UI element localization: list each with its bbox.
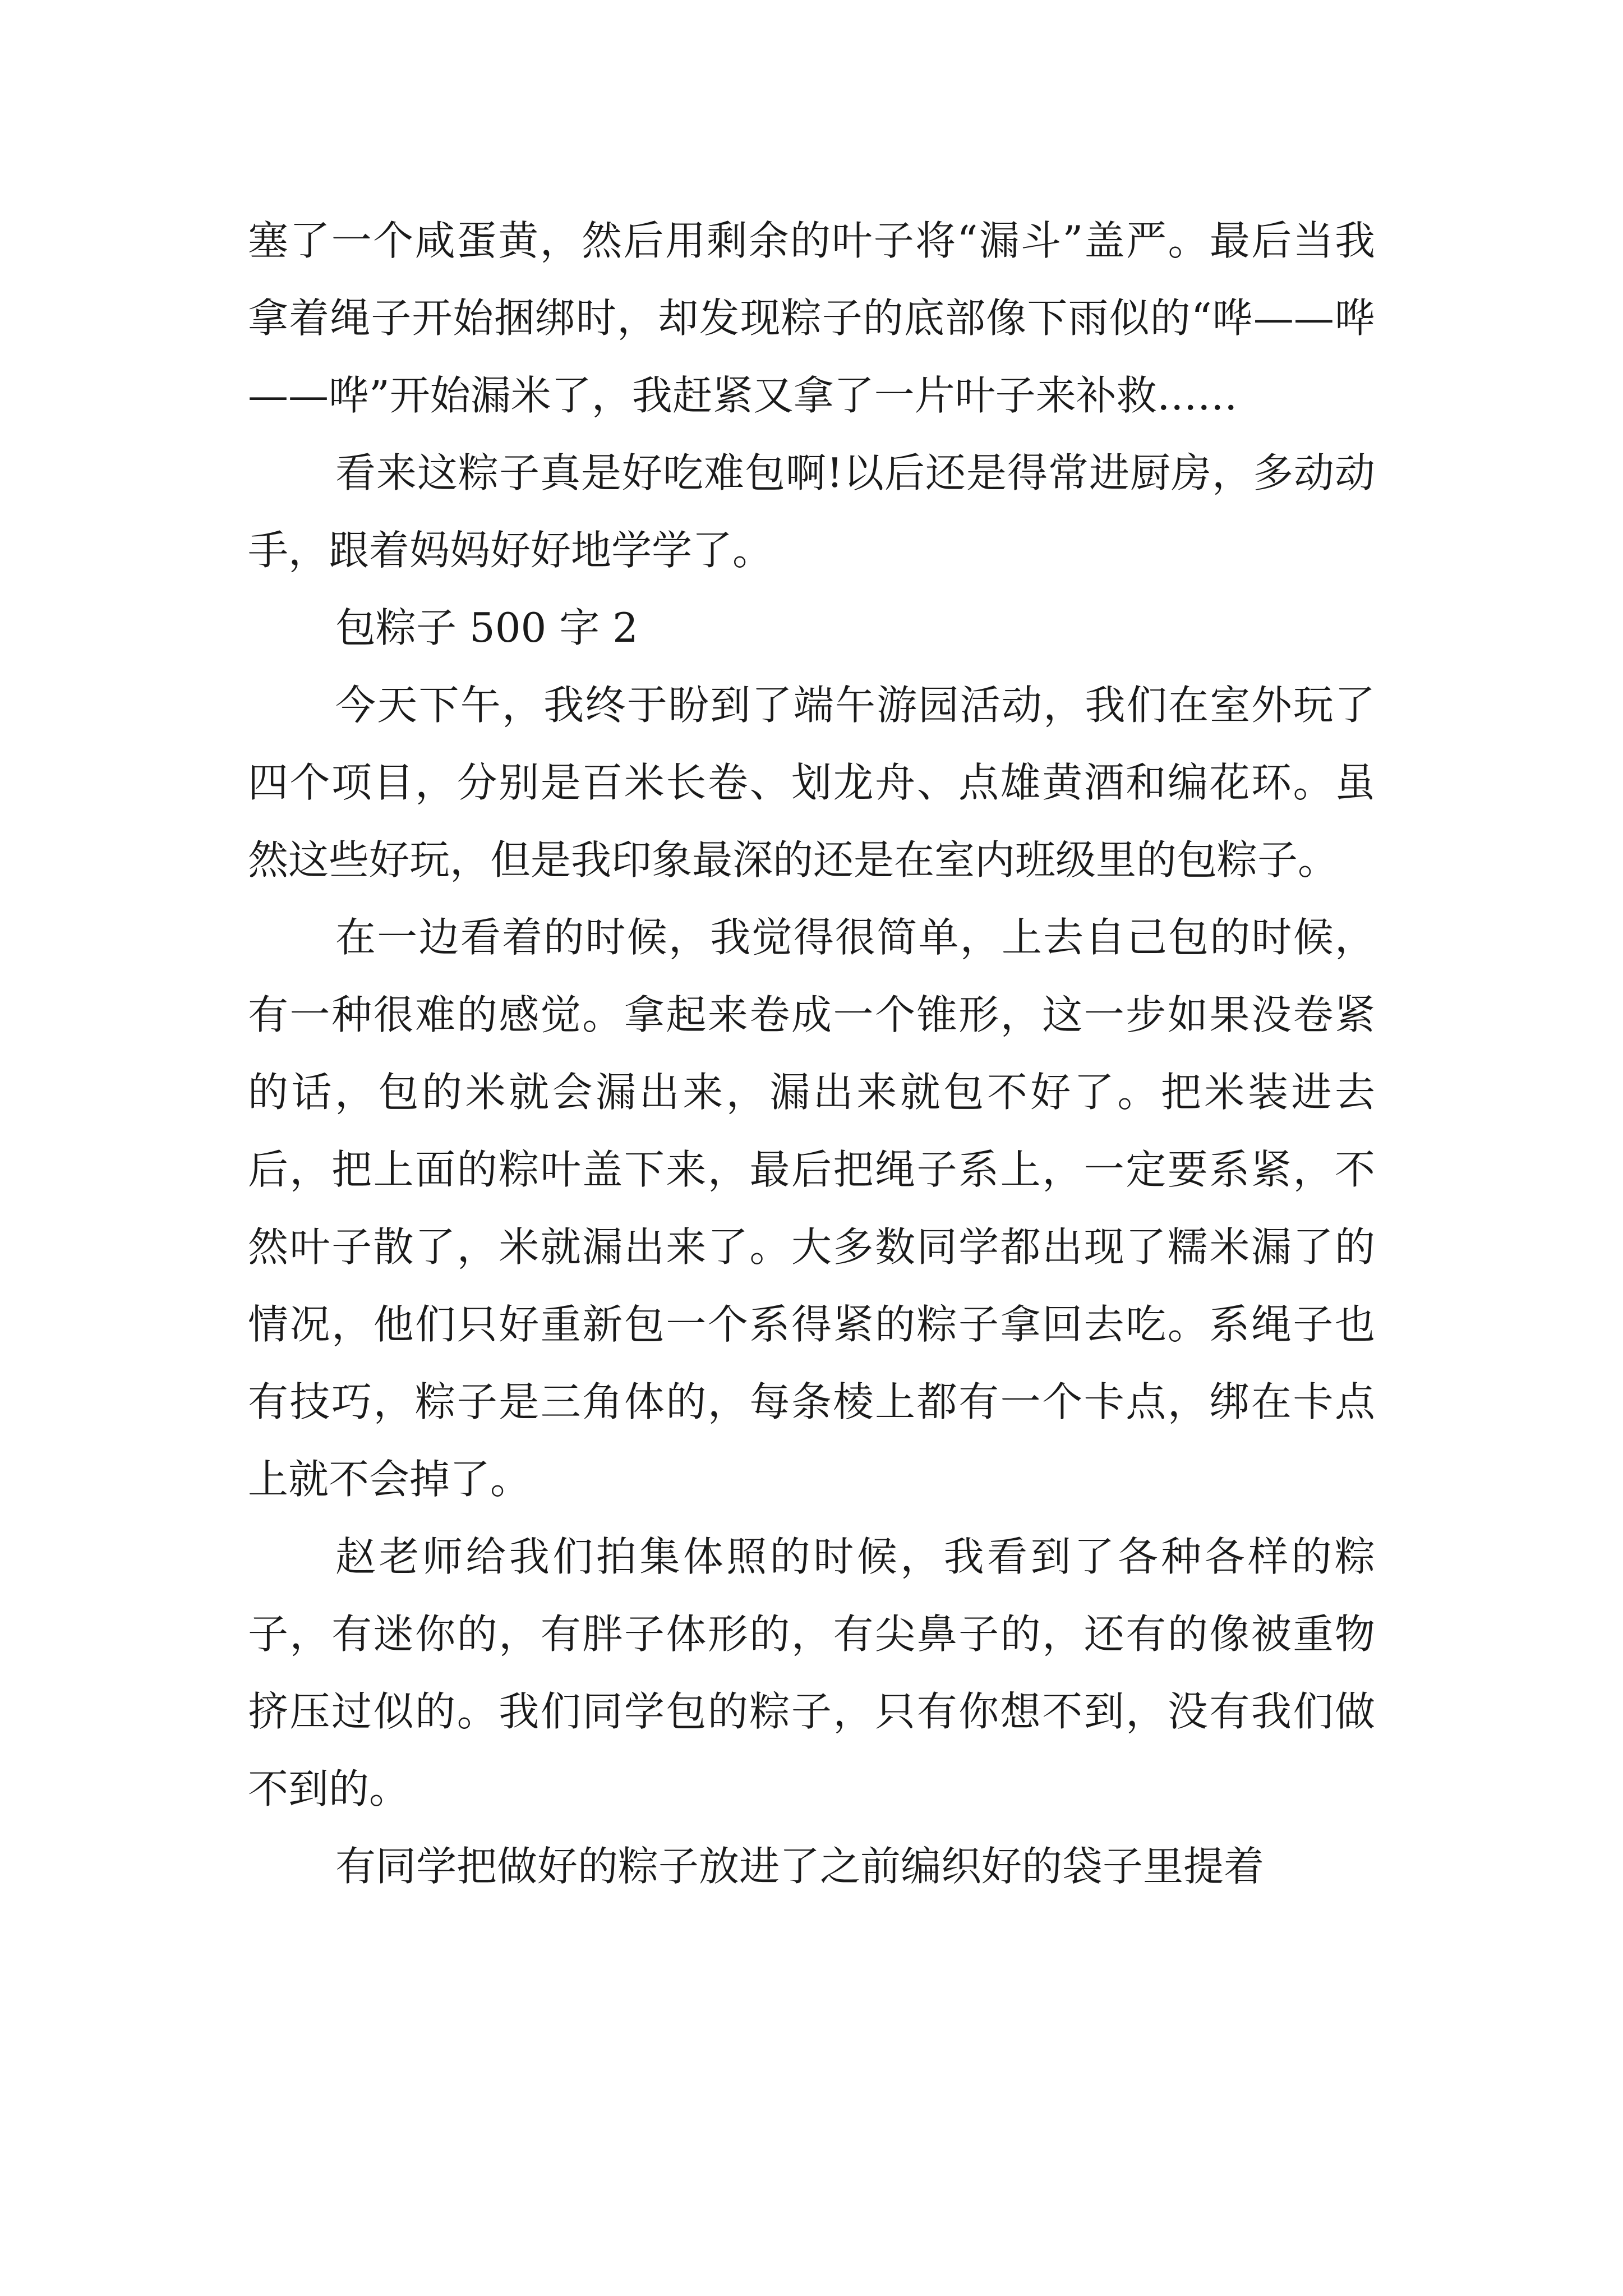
paragraph-photo: 赵老师给我们拍集体照的时候，我看到了各种各样的粽子，有迷你的，有胖子体形的，有尖鼻子的，还有的像被重物挤压过似的。我们同学包的粽子，只有你想不到，没有我们做不到的。 — [248, 1533, 1375, 1812]
paragraph-intro: 今天下午，我终于盼到了端午游园活动，我们在室外玩了四个项目，分别是百米长卷、划龙舟、点雄黄酒和编花环。虽然这些好玩，但是我印象最深的还是在室内班级里的包粽子。 — [248, 682, 1375, 884]
section-heading: 包粽子 500 字 2 — [335, 604, 638, 651]
body-text — [248, 202, 1375, 1905]
paragraph-conclusion: 看来这粽子真是好吃难包啊!以后还是得常进厨房，多动动手，跟着妈妈好好地学学了。 — [248, 449, 1375, 574]
paragraph-bag: 有同学把做好的粽子放进了之前编织好的袋子里提着 — [335, 1843, 1265, 1890]
paragraph-continuation: 塞了一个咸蛋黄，然后用剩余的叶子将“漏斗”盖严。最后当我拿着绳子开始捆绑时，却发现粽子的底部像下雨似的“哗——哗——哗”开始漏米了，我赶紧又拿了一片叶子来补救…… — [248, 217, 1375, 419]
paragraph-process: 在一边看着的时候，我觉得很简单，上去自己包的时候，有一种很难的感觉。拿起来卷成一个锥形，这一步如果没卷紧的话，包的米就会漏出来，漏出来就包不好了。把米装进去后，把上面的粽叶盖下来，最后把绳子系上，一定要系紧，不然叶子散了，米就漏出来了。大多数同学都出现了糯米漏了的情况，他们只好重新包一个系得紧的粽子拿回去吃。系绳子也有技巧，粽子是三角体的，每条棱上都有一个卡点，绑在卡点上就不会掉了。 — [248, 914, 1375, 1503]
